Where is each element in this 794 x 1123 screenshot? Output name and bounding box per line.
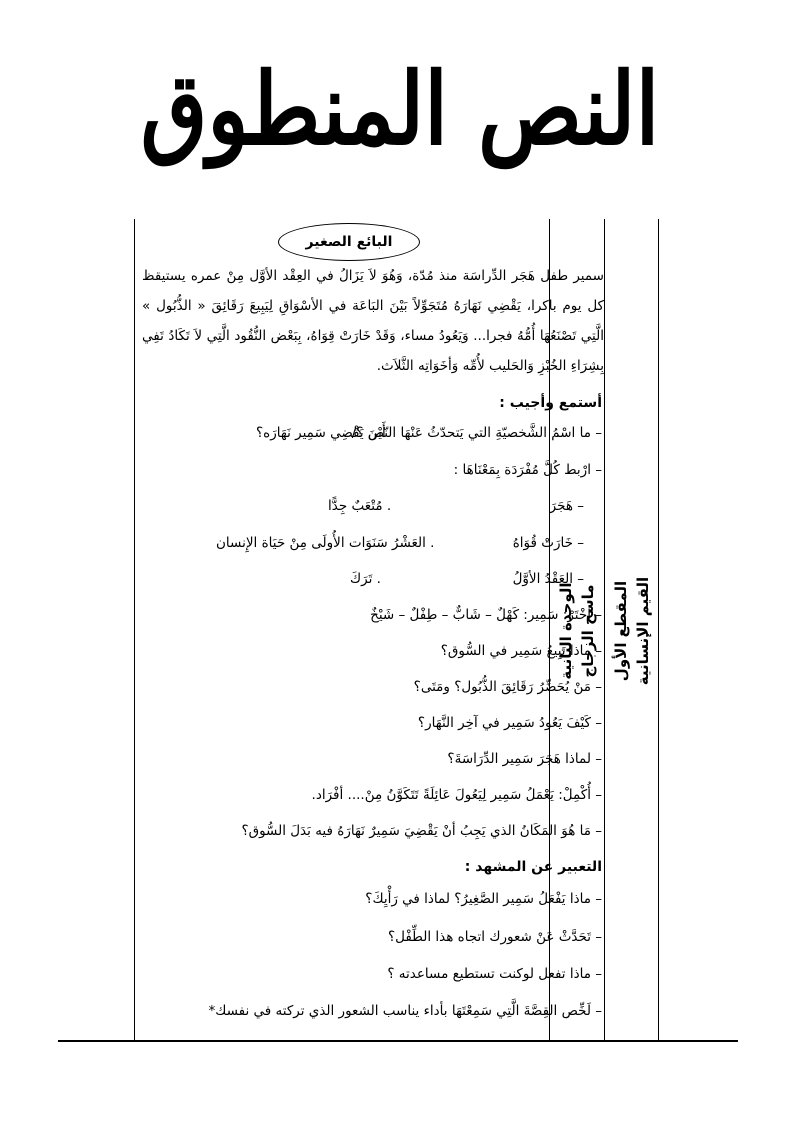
question-prepare: – مَنْ يُحَضِّرُ رَقَائِقَ الذُّبُول؟ ومَتَى؟ — [413, 679, 602, 695]
scene-heading: التعبير عن المشهد : — [464, 859, 602, 875]
match-meaning: . مُتْعَبٌ جِدًّا — [328, 498, 392, 514]
lesson-table — [58, 219, 738, 1042]
lesson-content — [138, 219, 608, 1042]
question-match: – ارْبط كُلَّ مُفْرَدَة بِمَعْنَاهَا : — [453, 462, 602, 478]
question-place: – مَا هُوَ المَكَانُ الذي يَجِبُ أنْ يَقْضِيَ سَمِيرٌ نَهَارَهُ فيه بَدَلَ السُّوق؟ — [241, 823, 602, 839]
match-meaning: . العَشْرُ سَنَوَات الأُولَى مِنْ حَيَاة الإِنسان — [216, 535, 435, 551]
segment-name: المقطع الأول — [611, 580, 630, 681]
scene-question: – ماذا تفعل لوكنت تستطيع مساعدته ؟ — [387, 966, 602, 982]
story-paragraph: سمير طفل هَجَر الدِّراسَة منذ مُدّة، وَهُوَ لاَ يَزَالُ في العِقْد الأوَّل مِنْ عمره يستيقظ كل يوم باكرا، يَقْضِي نَهَارَهُ مُتَجَوِّلاً بَيْنَ البَاعَة في الأسْوَاقِ لِيَبِيعَ رَقَائِقَ « الذُّبُول » الَّتِي تَصْنَعُهَا أُمُّهُ فجرا... وَيَعُودُ مساء، وَقَدْ خَارَتْ قِوَاهُ، بِبَعْض النُّقُود الَّتِي لاَ تَكَادُ تَفِي بِشِرَاءِ الخُبْزِ وَالحَليب لأُمِّه وَأخَوَاتِه الثَّلاَث. — [142, 268, 604, 374]
lesson-title: البائع الصغير — [278, 223, 420, 261]
column-divider — [658, 219, 659, 1042]
question-name: – ما اسْمُ الشَّخصيّةِ التي يَتحدّثُ عَنْهَا النّص ؟/ — [351, 425, 602, 441]
match-word: – هَجَرَ — [549, 498, 584, 514]
segment-cell — [605, 219, 658, 1042]
question-choose: – اِخْتَرْ: سَمِير: كَهْلٌ – شَابٌّ – طِفْلٌ – شَيْخٌ — [370, 607, 602, 623]
unit-topic: ماسح الزجاج — [579, 583, 597, 678]
match-word: – خَارَتْ قُوَاهُ — [512, 535, 584, 551]
match-meaning: . تَرَكَ — [350, 571, 381, 587]
question-return: – كَيْفَ يَعُودُ سَمِير في آخِر النَّهَار؟ — [417, 715, 602, 731]
question-sell: – ماذا يَبِيعُ سَمِير في السُّوق؟ — [440, 643, 602, 659]
scene-question: – تَحَدَّثْ عَنْ شعورك اتجاه هذا الطِّفْل؟ — [387, 929, 602, 945]
question-complete: – أُكْمِلْ: يَعْمَلُ سَمِير لِيَعُولَ عَائِلَةً تَتَكَوَّنُ مِنْ.... أفْرَاد. — [311, 787, 602, 803]
segment-topic: القيم الإنسانية — [633, 576, 652, 685]
scene-question: – ماذا يَفْعَلُ سَمِير الصَّغِيرُ؟ لماذا في رَأْيِكَ؟ — [365, 891, 602, 907]
segment-label — [610, 576, 654, 684]
column-divider — [134, 219, 135, 1042]
match-word: – العَقْدُ الأوَّلُ — [512, 571, 584, 587]
question-where: أَيْنَ يَقْضِي سَمِير نَهَارَه؟ — [256, 425, 386, 441]
listen-answer-heading: أستمع وأجيب : — [499, 395, 602, 411]
scene-question: – لَخِّص القِصَّةَ الَّتِي سَمِعْتَهَا بأداء يناسب الشعور الذي تركته في نفسك* — [208, 1003, 602, 1019]
page-title: النص المنطوق — [140, 51, 660, 168]
unit-name: الوحدة الثانية — [557, 581, 575, 680]
question-why: – لماذا هَجَرَ سَمِير الدِّرَاسَةَ؟ — [447, 751, 602, 767]
